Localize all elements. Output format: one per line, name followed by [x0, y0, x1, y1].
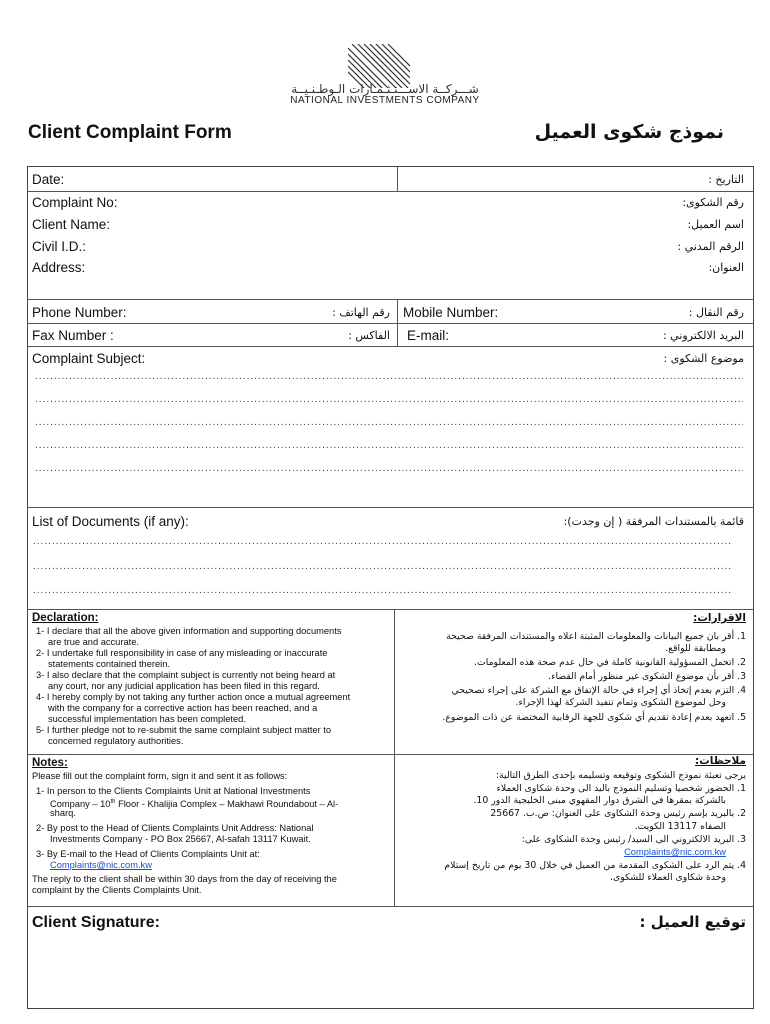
notes-line-ar: يرجى تعبئة نموذج الشكوى وتوقيعه وتسليمه بإحدى الطرق التالية: — [495, 770, 746, 781]
subject-dotted-line[interactable] — [35, 441, 743, 451]
documents-dotted-line[interactable] — [33, 537, 731, 547]
fax-label-ar: الفاكس : — [348, 329, 390, 342]
fax-field[interactable] — [125, 324, 335, 346]
client-name-field[interactable] — [150, 214, 580, 236]
phone-label: Phone Number: — [32, 305, 127, 320]
client-name-label: Client Name: — [32, 217, 111, 232]
address-label: Address: — [32, 260, 86, 275]
client-signature-label-ar: توقيع العميل : — [639, 913, 746, 931]
notes-line-ar: 4. يتم الرد على الشكوى المقدمة من العميل في خلال 30 يوم من تاريخ إستلام — [444, 860, 746, 871]
declaration-line: 4- I hereby comply by not taking any further action once a mutual agreement — [36, 692, 351, 702]
declaration-heading: Declaration: — [32, 612, 99, 624]
documents-label-ar: قائمة بالمستندات المرفقة ( إن وجدت): — [563, 515, 744, 528]
divider — [27, 609, 754, 610]
notes-reply: complaint by the Clients Complaints Unit. — [32, 885, 202, 895]
declaration-line-ar: 4. التزم بعدم إتخاذ أي إجراء في حالة الإتفاق مع الشركة على إجراء تصحيحي — [451, 685, 746, 696]
notes-line: Investments Company - PO Box 25667, Al-safah 13117 Kuwait. — [50, 834, 311, 844]
declaration-line: with the company for a corrective action has been reached, and a — [48, 703, 318, 713]
declaration-line: any court, nor any judicial application has been filed in this regard. — [48, 681, 320, 691]
complaints-email-link-ar[interactable]: Complaints@nic.com.kw — [624, 847, 726, 857]
notes-line-ar: 3. البريد الالكتروني الى السيد/ رئيس وحدة الشكاوى على: — [521, 834, 746, 845]
notes-line-ar: 1. الحضور شخصيا وتسليم النموذج باليد الى وحدة شكاوى العملاء — [496, 783, 746, 794]
date-label: Date: — [32, 172, 65, 187]
date-label-ar: التاريخ : — [708, 173, 744, 186]
phone-label-ar: رقم الهاتف : — [332, 306, 390, 319]
declaration-line-ar: 2. اتحمل المسؤولية القانونية كاملة في حال عدم صحة هذه المعلومات. — [474, 657, 746, 668]
email-label-ar: البريد الالكتروني : — [662, 329, 744, 342]
subject-dotted-line[interactable] — [35, 418, 743, 428]
notes-intro: Please fill out the complaint form, sign it and sent it as follows: — [32, 771, 288, 781]
declaration-line: are true and accurate. — [48, 637, 139, 647]
declaration-line: 1- I declare that all the above given information and supporting documents — [36, 626, 342, 636]
notes-line-ar: الصفاه 13117 الكويت. — [634, 821, 726, 832]
subject-dotted-line[interactable] — [35, 395, 743, 405]
declaration-line-ar: 5. اتعهد بعدم إعادة تقديم أي شكوى للجهة الرقابية المختصة عن ذات الموضوع. — [442, 712, 746, 723]
notes-line-ar: وحدة شكاوى العملاء للشكوى. — [610, 872, 726, 883]
company-name-en: NATIONAL INVESTMENTS COMPANY — [290, 95, 480, 106]
divider — [27, 906, 754, 907]
declaration-line: statements contained therein. — [48, 659, 170, 669]
notes-heading-ar: ملاحظات: — [695, 755, 746, 767]
documents-dotted-line[interactable] — [33, 562, 731, 572]
notes-line: 1- In person to the Clients Complaints Unit at National Investments — [36, 786, 311, 796]
declaration-line-ar: ومطابقة للواقع. — [665, 643, 726, 654]
divider — [27, 507, 754, 508]
complaints-email-link[interactable]: Complaints@nic.com.kw — [50, 860, 152, 870]
declaration-line: concerned regulatory authorities. — [48, 736, 184, 746]
company-name-ar: شـــركــة الاســـتـثـمـارات الـوطـنـيــة — [291, 82, 479, 96]
declaration-line-ar: 3. أقر بأن موضوع الشكوى غير منظور أمام القضاء. — [548, 671, 746, 682]
phone-field[interactable] — [140, 300, 310, 322]
subject-dotted-line[interactable] — [35, 464, 743, 474]
notes-line: Company – 10th Floor - Khalijia Complex – Makhawi Roundabout – Al- — [50, 799, 339, 810]
fax-label: Fax Number : — [32, 328, 114, 343]
complaint-no-field[interactable] — [160, 192, 580, 214]
documents-dotted-line[interactable] — [33, 586, 731, 596]
complaint-subject-label-ar: موضوع الشكوى : — [663, 352, 744, 365]
declaration-line-ar: 1. أقر بان جميع البيانات والمعلومات المثبتة اعلاه والمستندات المرفقة صحيحة — [446, 631, 746, 642]
complaint-no-label-ar: رقم الشكوى: — [682, 196, 744, 209]
civil-id-label-ar: الرقم المدني : — [677, 240, 744, 253]
page-title-ar: نموذج شكوى العميل — [534, 121, 724, 143]
notes-line-ar: 2. بالبريد بإسم رئيس وحدة الشكاوى على العنوان: ص.ب. 25667 — [490, 808, 746, 819]
notes-line: 2- By post to the Head of Clients Complaints Unit Address: National — [36, 823, 314, 833]
divider — [397, 299, 398, 347]
page-title-en: Client Complaint Form — [28, 122, 232, 143]
declaration-line-ar: وحل لموضوع الشكوى وتمام تنفيذ الشركة لهذا الإجراء. — [515, 697, 726, 708]
declaration-heading-ar: الاقرارات: — [693, 612, 746, 624]
complaint-subject-label: Complaint Subject: — [32, 351, 146, 366]
notes-line: sharq. — [50, 808, 76, 818]
notes-heading: Notes: — [32, 757, 68, 769]
documents-label: List of Documents (if any): — [32, 514, 189, 529]
notes-line-ar: بالشركة بمقرها في الشرق دوار المقهوي مبنى الخليجية الدور 10. — [473, 795, 726, 806]
email-field[interactable] — [460, 324, 650, 346]
notes-line: 3- By E-mail to the Head of Clients Complaints Unit at: — [36, 849, 260, 859]
client-name-label-ar: اسم العميل: — [687, 218, 744, 231]
email-label: E-mail: — [407, 328, 450, 343]
notes-reply: The reply to the client shall be within 30 days from the day of receiving the — [32, 874, 337, 884]
divider — [27, 346, 754, 347]
address-label-ar: العنوان: — [708, 261, 744, 274]
complaint-no-label: Complaint No: — [32, 195, 118, 210]
divider — [394, 609, 395, 906]
civil-id-label: Civil I.D.: — [32, 239, 86, 254]
signature-field[interactable] — [28, 938, 753, 1008]
mobile-label: Mobile Number: — [403, 305, 499, 320]
civil-id-field[interactable] — [120, 236, 580, 258]
divider — [27, 754, 754, 755]
declaration-line: 5- I further pledge not to re-submit the same complaint subject matter to — [36, 725, 332, 735]
mobile-label-ar: رقم النقال : — [688, 306, 744, 319]
mobile-field[interactable] — [505, 300, 675, 322]
declaration-line: 2- I undertake full responsibility in case of any misleading or inaccurate — [36, 648, 328, 658]
client-signature-label: Client Signature: — [32, 914, 161, 931]
subject-dotted-line[interactable] — [35, 372, 743, 382]
address-field[interactable] — [100, 258, 640, 298]
declaration-line: successful implementation has been completed. — [48, 714, 246, 724]
date-field[interactable] — [398, 167, 753, 191]
declaration-line: 3- I also declare that the complaint subject is currently not being heard at — [36, 670, 336, 680]
